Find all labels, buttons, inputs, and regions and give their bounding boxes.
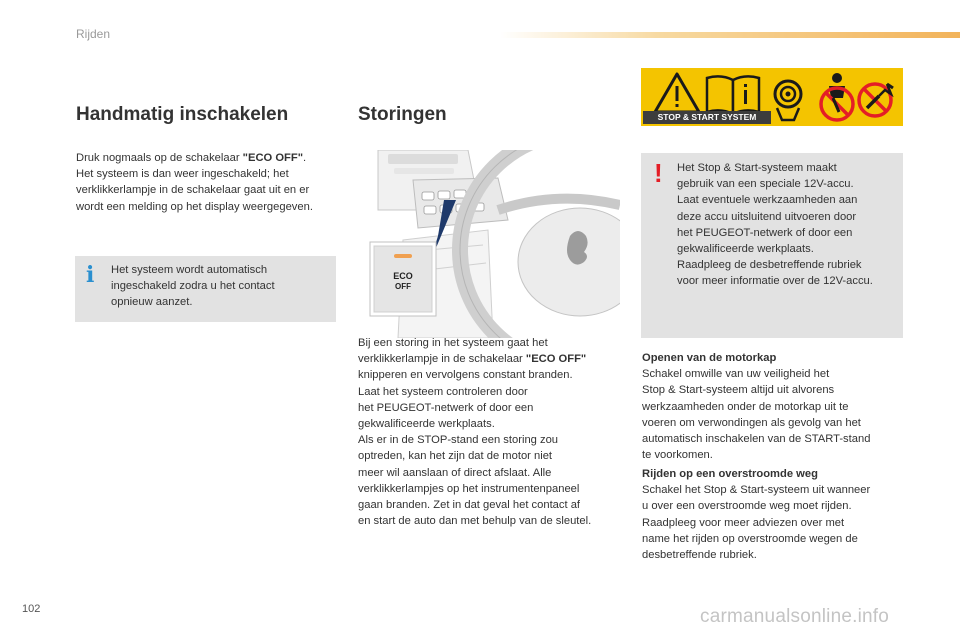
off-label: OFF bbox=[395, 282, 411, 291]
text-span: gaan branden. Zet in dat geval het contact af bbox=[358, 499, 581, 512]
text-span: optreden, kan het zijn dat de motor niet bbox=[358, 450, 553, 463]
eco-label: ECO bbox=[393, 271, 413, 281]
motorkap-heading: Openen van de motorkap bbox=[642, 352, 777, 364]
header-accent-bar bbox=[500, 32, 960, 38]
text-line bbox=[76, 150, 338, 166]
watermark: carmanualsonline.info bbox=[700, 606, 890, 627]
text-line: gebruik van een speciale 12V-accu. bbox=[677, 178, 854, 191]
text-line: deze accu uitsluitend uitvoeren door bbox=[677, 210, 857, 223]
text-line: werkzaamheden onder de motorkap uit te bbox=[642, 400, 849, 413]
section-label: Rijden bbox=[76, 27, 111, 41]
text-line: Raadpleeg de desbetreffende rubriek bbox=[677, 259, 862, 272]
text-span: wordt een melding op het display weergegeven. bbox=[76, 200, 313, 213]
overstroomde-section bbox=[642, 466, 904, 563]
text-line: Het systeem wordt automatisch bbox=[111, 264, 268, 276]
heading-handmatig-inschakelen: Handmatig inschakelen bbox=[76, 104, 289, 125]
text-span: en start de auto dan met behulp van de sleutel. bbox=[358, 515, 592, 528]
text-line: het PEUGEOT-netwerk of door een bbox=[677, 226, 853, 239]
text-span: Bij een storing in het systeem gaat het bbox=[358, 337, 548, 349]
bold-text: "ECO OFF" bbox=[525, 353, 587, 366]
text-line bbox=[358, 432, 620, 448]
text-line: voor meer informatie over de 12V-accu. bbox=[677, 275, 873, 288]
text-line: automatisch inschakelen van de START-stand bbox=[642, 433, 871, 446]
storingen-paragraph bbox=[358, 335, 620, 529]
text-span: het PEUGEOT-netwerk of door een bbox=[358, 401, 534, 414]
text-span: gekwalificeerde werkplaats. bbox=[358, 418, 495, 431]
stop-start-label: STOP & START SYSTEM bbox=[643, 111, 771, 124]
bold-text: "ECO OFF" bbox=[242, 152, 304, 164]
text-line: u over een overstroomde weg moet rijden. bbox=[642, 500, 852, 513]
text-line bbox=[358, 400, 620, 416]
dashboard-illustration-svg bbox=[358, 150, 620, 338]
text-span: verklikkerlampje in de schakelaar bbox=[358, 353, 526, 366]
text-line: name het rijden op overstroomde wegen de bbox=[642, 532, 858, 545]
text-span: meer wil aanslaan of direct afslaat. Alle bbox=[358, 466, 552, 479]
no-touch-person-icon bbox=[821, 73, 853, 120]
motorkap-text bbox=[642, 366, 904, 463]
text-line bbox=[76, 199, 338, 215]
eco-off-dashboard-illustration bbox=[358, 150, 620, 338]
text-line bbox=[358, 481, 620, 497]
text-line: Stop & Start-systeem altijd uit alvorens bbox=[642, 384, 835, 397]
info-text bbox=[111, 262, 321, 311]
warning-triangle-icon bbox=[655, 74, 699, 112]
text-line: Raadpleeg voor meer adviezen over met bbox=[642, 516, 845, 529]
text-span: Als er in de STOP-stand een storing zou bbox=[358, 434, 559, 447]
page-number: 102 bbox=[22, 603, 41, 615]
text-line: opnieuw aanzet. bbox=[111, 296, 193, 309]
text-line bbox=[358, 465, 620, 481]
text-line bbox=[76, 166, 338, 182]
text-line: Schakel omwille van uw veiligheid het bbox=[642, 368, 830, 381]
heading-storingen: Storingen bbox=[358, 104, 447, 125]
text-line: voeren om verwondingen als gevolg van het bbox=[642, 416, 861, 429]
text-span: verklikkerlampjes op het instrumentenpaneel bbox=[358, 482, 580, 495]
text-span: verklikkerlampje in de schakelaar gaat uit en er bbox=[76, 184, 310, 197]
warning-text bbox=[677, 160, 899, 290]
overstroomde-text bbox=[642, 482, 904, 563]
text-line bbox=[358, 448, 620, 464]
text-line bbox=[358, 513, 620, 529]
exclamation-icon: ! bbox=[654, 158, 663, 188]
left-paragraph bbox=[76, 150, 338, 215]
text-line bbox=[358, 335, 620, 351]
text-line bbox=[358, 384, 620, 400]
text-line: Schakel het Stop & Start-systeem uit wanneer bbox=[642, 484, 871, 497]
text-line bbox=[358, 367, 620, 383]
text-line: desbetreffende rubriek. bbox=[642, 549, 757, 562]
text-line bbox=[358, 497, 620, 513]
text-line bbox=[358, 416, 620, 432]
overstroomde-heading: Rijden op een overstroomde weg bbox=[642, 468, 818, 480]
no-tools-icon bbox=[859, 84, 893, 116]
text-line: gekwalificeerde werkplaats. bbox=[677, 243, 814, 256]
text-span: . bbox=[303, 152, 307, 164]
text-span: Laat het systeem controleren door bbox=[358, 385, 528, 398]
text-line: Het Stop & Start-systeem maakt bbox=[677, 162, 837, 174]
text-span: knipperen en vervolgens constant branden. bbox=[358, 369, 573, 382]
belt-pulley-icon bbox=[775, 81, 801, 120]
text-span: Druk nogmaals op de schakelaar bbox=[76, 152, 243, 164]
text-line bbox=[76, 182, 338, 198]
motorkap-section bbox=[642, 350, 904, 463]
manual-book-icon bbox=[707, 76, 759, 114]
text-line: Laat eventuele werkzaamheden aan bbox=[677, 194, 858, 207]
info-icon: i bbox=[86, 262, 95, 288]
text-line bbox=[358, 351, 620, 367]
text-span: Het systeem is dan weer ingeschakeld; het bbox=[76, 168, 289, 181]
text-line: ingeschakeld zodra u het contact bbox=[111, 280, 275, 293]
text-line: te voorkomen. bbox=[642, 449, 713, 462]
